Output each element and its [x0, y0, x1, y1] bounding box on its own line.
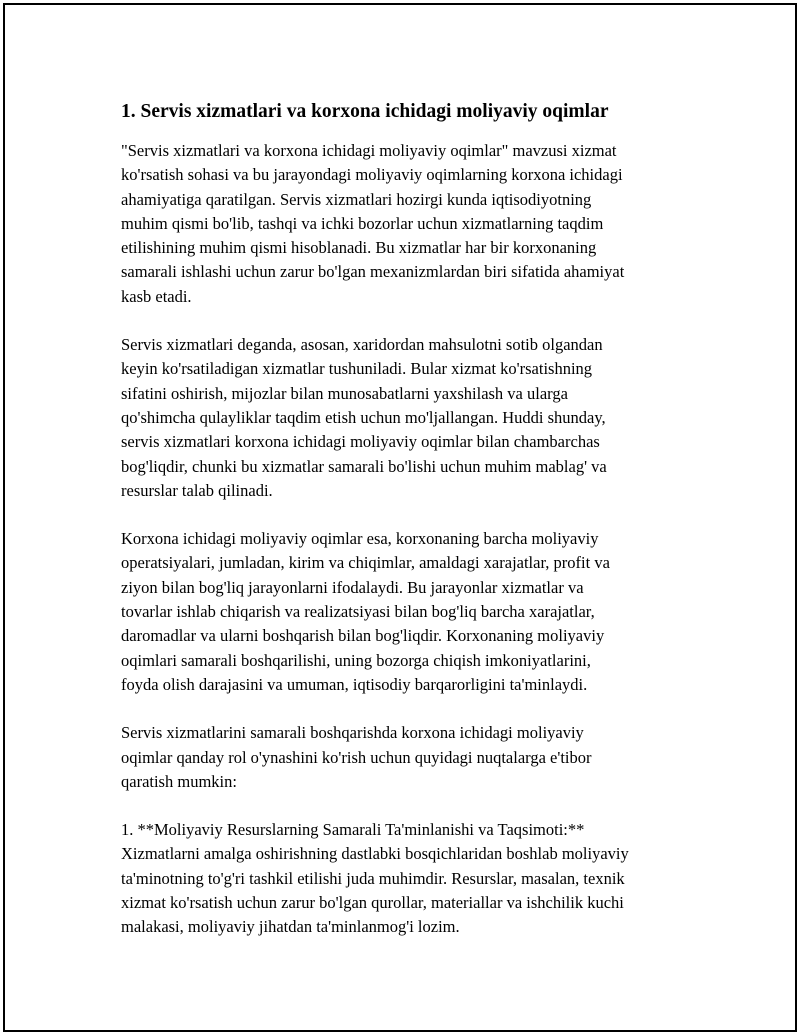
- text-line: Servis xizmatlari deganda, asosan, xaridordan mahsulotni sotib olgandan: [121, 335, 603, 355]
- text-line: samarali ishlashi uchun zarur bo'lgan mexanizmlardan biri sifatida ahamiyat: [121, 262, 625, 282]
- text-line: sifatini oshirish, mijozlar bilan munosabatlarni yaxshilash va ularga: [121, 383, 568, 403]
- page-frame: [3, 3, 797, 1032]
- text-line: "Servis xizmatlari va korxona ichidagi moliyaviy oqimlar" mavzusi xizmat: [121, 141, 617, 160]
- text-line: ahamiyatiga qaratilgan. Servis xizmatlari hozirgi kunda iqtisodiyotning: [121, 189, 592, 209]
- text-line: Korxona ichidagi moliyaviy oqimlar esa, korxonaning barcha moliyaviy: [121, 529, 599, 549]
- paragraph-point-1: [121, 818, 701, 939]
- text-line: ziyon bilan bog'liq jarayonlarni ifodalaydi. Bu jarayonlar xizmatlar va: [121, 577, 584, 597]
- text-line: qaratish mumkin:: [121, 771, 237, 791]
- text-line: 1. **Moliyaviy Resurslarning Samarali Ta'minlanishi va Taqsimoti:**: [121, 820, 585, 840]
- text-line: etilishining muhim qismi hisoblanadi. Bu xizmatlar har bir korxonaning: [121, 238, 597, 258]
- text-line: operatsiyalari, jumladan, kirim va chiqimlar, amaldagi xarajatlar, profit va: [121, 553, 610, 573]
- text-line: bog'liqdir, chunki bu xizmatlar samarali bo'lishi uchun muhim mablag' va: [121, 456, 607, 476]
- text-line: Xizmatlarni amalga oshirishning dastlabki bosqichlaridan boshlab moliyaviy: [121, 844, 629, 864]
- text-line: foyda olish darajasini va umuman, iqtisodiy barqarorligini ta'minlaydi.: [121, 674, 588, 694]
- paragraph-financial-flows: [121, 527, 701, 697]
- text-line: resurslar talab qilinadi.: [121, 480, 273, 500]
- text-line: servis xizmatlari korxona ichidagi moliyaviy oqimlar bilan chambarchas: [121, 432, 600, 452]
- text-line: keyin ko'rsatiladigan xizmatlar tushuniladi. Bular xizmat ko'rsatishning: [121, 359, 593, 379]
- text-line: kasb etadi.: [121, 286, 192, 306]
- text-line: ta'minotning to'g'ri tashkil etilishi juda muhimdir. Resurslar, masalan, texnik: [121, 868, 625, 888]
- text-line: malakasi, moliyaviy jihatdan ta'minlanmog'i lozim.: [121, 917, 460, 937]
- document-body: [121, 99, 701, 964]
- paragraph-service-definition: [121, 333, 701, 503]
- paragraph-role-points: [121, 721, 701, 794]
- text-line: Servis xizmatlarini samarali boshqarishda korxona ichidagi moliyaviy: [121, 723, 584, 743]
- section-heading: 1. Servis xizmatlari va korxona ichidagi moliyaviy oqimlar: [121, 101, 609, 122]
- text-line: ko'rsatish sohasi va bu jarayondagi moliyaviy oqimlarning korxona ichidagi: [121, 165, 623, 185]
- text-line: oqimlar qanday rol o'ynashini ko'rish uchun quyidagi nuqtalarga e'tibor: [121, 747, 592, 767]
- text-line: daromadlar va ularni boshqarish bilan bog'liqdir. Korxonaning moliyaviy: [121, 626, 605, 646]
- text-line: xizmat ko'rsatish uchun zarur bo'lgan qurollar, materiallar va ishchilik kuchi: [121, 893, 624, 913]
- paragraph-intro: [121, 139, 701, 309]
- text-line: muhim qismi bo'lib, tashqi va ichki bozorlar uchun xizmatlarning taqdim: [121, 213, 604, 233]
- text-line: oqimlari samarali boshqarilishi, uning bozorga chiqish imkoniyatlarini,: [121, 650, 591, 670]
- text-line: qo'shimcha qulayliklar taqdim etish uchun mo'ljallangan. Huddi shunday,: [121, 407, 606, 427]
- text-line: tovarlar ishlab chiqarish va realizatsiyasi bilan bog'liq barcha xarajatlar,: [121, 602, 595, 622]
